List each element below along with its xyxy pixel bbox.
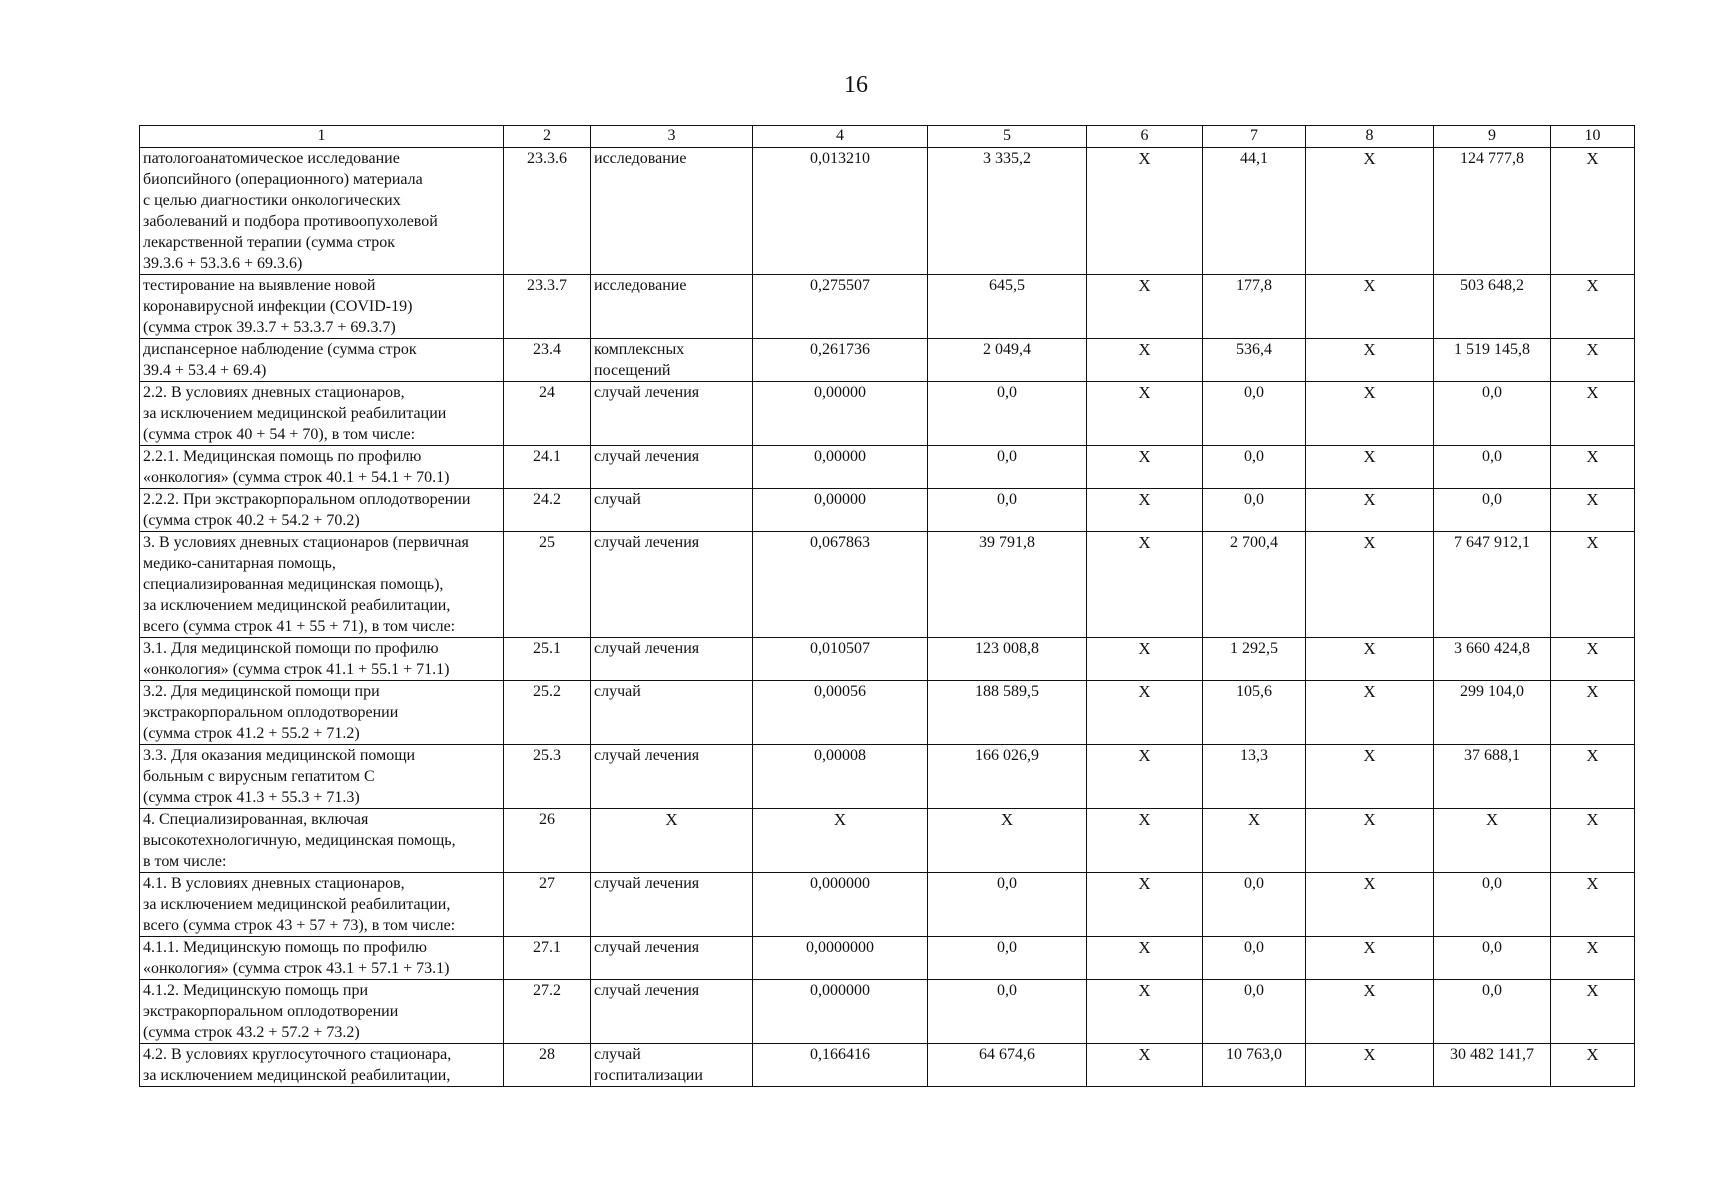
- cell-name: патологоанатомическое исследование биопсийного (операционного) материала с целью диагностики онкологических заболеваний и подбора противоопухолевой лекарственной терапии (сумма строк 39.3.6 + 53.3.6 + 69.3.6): [140, 148, 504, 275]
- table-row: [140, 1044, 1635, 1087]
- cell-cost: 3 335,2: [928, 148, 1087, 275]
- table-row: [140, 681, 1635, 745]
- cell-norm: 0,00000: [753, 489, 928, 532]
- cell-x10: Х: [1551, 638, 1635, 681]
- cell-norm: 0,000000: [753, 873, 928, 937]
- cell-unit: случай лечения: [591, 532, 753, 638]
- table-row: [140, 980, 1635, 1044]
- cell-total: Х: [1434, 809, 1551, 873]
- table-row: [140, 339, 1635, 382]
- cell-x8: Х: [1306, 638, 1434, 681]
- cell-cost: 0,0: [928, 382, 1087, 446]
- cell-x6: Х: [1087, 382, 1203, 446]
- cell-cost: Х: [928, 809, 1087, 873]
- cell-code: 25.2: [504, 681, 591, 745]
- cell-code: 24: [504, 382, 591, 446]
- cell-norm: Х: [753, 809, 928, 873]
- cell-x10: Х: [1551, 382, 1635, 446]
- page-number: 16: [844, 72, 868, 98]
- cell-norm: 0,275507: [753, 275, 928, 339]
- cell-unit: Х: [591, 809, 753, 873]
- cell-x8: Х: [1306, 681, 1434, 745]
- column-header-1: 1: [140, 126, 504, 148]
- cell-unit: комплексных посещений: [591, 339, 753, 382]
- cell-code: 25.3: [504, 745, 591, 809]
- table-body: [140, 148, 1635, 1087]
- cell-x10: Х: [1551, 745, 1635, 809]
- column-header-10: 10: [1551, 126, 1635, 148]
- cell-x10: Х: [1551, 980, 1635, 1044]
- cell-unit: случай: [591, 489, 753, 532]
- cell-per-capita: 105,6: [1203, 681, 1306, 745]
- cell-x6: Х: [1087, 937, 1203, 980]
- cell-unit: случай лечения: [591, 980, 753, 1044]
- cell-x6: Х: [1087, 681, 1203, 745]
- cell-x10: Х: [1551, 446, 1635, 489]
- cell-code: 28: [504, 1044, 591, 1087]
- cell-per-capita: Х: [1203, 809, 1306, 873]
- cell-x10: Х: [1551, 809, 1635, 873]
- data-table: [139, 125, 1635, 1087]
- cell-unit: случай лечения: [591, 873, 753, 937]
- cell-code: 26: [504, 809, 591, 873]
- cell-name: 3.1. Для медицинской помощи по профилю «онкология» (сумма строк 41.1 + 55.1 + 71.1): [140, 638, 504, 681]
- cell-total: 3 660 424,8: [1434, 638, 1551, 681]
- cell-x8: Х: [1306, 873, 1434, 937]
- cell-x8: Х: [1306, 446, 1434, 489]
- cell-total: 0,0: [1434, 489, 1551, 532]
- cell-code: 27.2: [504, 980, 591, 1044]
- cell-unit: случай лечения: [591, 446, 753, 489]
- cell-x10: Х: [1551, 339, 1635, 382]
- column-header-5: 5: [928, 126, 1087, 148]
- column-header-3: 3: [591, 126, 753, 148]
- cell-unit: случай лечения: [591, 937, 753, 980]
- cell-x10: Х: [1551, 532, 1635, 638]
- table-row: [140, 489, 1635, 532]
- table-row: [140, 638, 1635, 681]
- table-row: [140, 937, 1635, 980]
- cell-per-capita: 0,0: [1203, 980, 1306, 1044]
- cell-x10: Х: [1551, 681, 1635, 745]
- cell-name: 4.1.2. Медицинскую помощь при экстракорпоральном оплодотворении (сумма строк 43.2 + 57.2 + 73.2): [140, 980, 504, 1044]
- cell-cost: 0,0: [928, 980, 1087, 1044]
- cell-total: 299 104,0: [1434, 681, 1551, 745]
- cell-x6: Х: [1087, 148, 1203, 275]
- cell-x10: Х: [1551, 1044, 1635, 1087]
- cell-norm: 0,261736: [753, 339, 928, 382]
- cell-cost: 645,5: [928, 275, 1087, 339]
- cell-x6: Х: [1087, 1044, 1203, 1087]
- cell-x10: Х: [1551, 873, 1635, 937]
- cell-code: 23.3.7: [504, 275, 591, 339]
- cell-per-capita: 0,0: [1203, 937, 1306, 980]
- cell-x6: Х: [1087, 873, 1203, 937]
- table-row: [140, 382, 1635, 446]
- column-header-2: 2: [504, 126, 591, 148]
- cell-x8: Х: [1306, 532, 1434, 638]
- cell-cost: 0,0: [928, 446, 1087, 489]
- cell-total: 1 519 145,8: [1434, 339, 1551, 382]
- cell-code: 23.3.6: [504, 148, 591, 275]
- cell-x8: Х: [1306, 745, 1434, 809]
- cell-total: 0,0: [1434, 937, 1551, 980]
- table-row: [140, 275, 1635, 339]
- cell-norm: 0,00056: [753, 681, 928, 745]
- cell-per-capita: 0,0: [1203, 489, 1306, 532]
- cell-name: 4.2. В условиях круглосуточного стационара, за исключением медицинской реабилитации,: [140, 1044, 504, 1087]
- cell-norm: 0,000000: [753, 980, 928, 1044]
- cell-per-capita: 2 700,4: [1203, 532, 1306, 638]
- table-row: [140, 873, 1635, 937]
- cell-total: 0,0: [1434, 446, 1551, 489]
- cell-norm: 0,00000: [753, 382, 928, 446]
- cell-name: 3. В условиях дневных стационаров (первичная медико-санитарная помощь, специализированная медицинская помощь), за исключением медицинской реабилитации, всего (сумма строк 41 + 55 + 71), в том числе:: [140, 532, 504, 638]
- cell-name: 4.1.1. Медицинскую помощь по профилю «онкология» (сумма строк 43.1 + 57.1 + 73.1): [140, 937, 504, 980]
- cell-x8: Х: [1306, 937, 1434, 980]
- cell-name: диспансерное наблюдение (сумма строк 39.4 + 53.4 + 69.4): [140, 339, 504, 382]
- cell-name: 3.3. Для оказания медицинской помощи больным с вирусным гепатитом С (сумма строк 41.3 + 55.3 + 71.3): [140, 745, 504, 809]
- column-header-4: 4: [753, 126, 928, 148]
- cell-x8: Х: [1306, 489, 1434, 532]
- cell-x8: Х: [1306, 275, 1434, 339]
- cell-code: 24.1: [504, 446, 591, 489]
- cell-x8: Х: [1306, 339, 1434, 382]
- cell-unit: случай лечения: [591, 382, 753, 446]
- table-row: [140, 809, 1635, 873]
- cell-code: 25: [504, 532, 591, 638]
- cell-per-capita: 0,0: [1203, 873, 1306, 937]
- cell-per-capita: 177,8: [1203, 275, 1306, 339]
- cell-x6: Х: [1087, 980, 1203, 1044]
- cell-cost: 123 008,8: [928, 638, 1087, 681]
- cell-x8: Х: [1306, 148, 1434, 275]
- cell-code: 25.1: [504, 638, 591, 681]
- cell-cost: 0,0: [928, 873, 1087, 937]
- cell-name: 2.2.2. При экстракорпоральном оплодотворении (сумма строк 40.2 + 54.2 + 70.2): [140, 489, 504, 532]
- cell-total: 7 647 912,1: [1434, 532, 1551, 638]
- column-header-8: 8: [1306, 126, 1434, 148]
- cell-cost: 64 674,6: [928, 1044, 1087, 1087]
- cell-cost: 0,0: [928, 489, 1087, 532]
- table-row: [140, 148, 1635, 275]
- cell-norm: 0,0000000: [753, 937, 928, 980]
- cell-total: 124 777,8: [1434, 148, 1551, 275]
- table-row: [140, 446, 1635, 489]
- cell-total: 0,0: [1434, 980, 1551, 1044]
- cell-x6: Х: [1087, 532, 1203, 638]
- cell-name: 3.2. Для медицинской помощи при экстракорпоральном оплодотворении (сумма строк 41.2 + 55.2 + 71.2): [140, 681, 504, 745]
- cell-norm: 0,067863: [753, 532, 928, 638]
- cell-per-capita: 0,0: [1203, 382, 1306, 446]
- cell-x8: Х: [1306, 1044, 1434, 1087]
- cell-x8: Х: [1306, 809, 1434, 873]
- cell-norm: 0,010507: [753, 638, 928, 681]
- cell-total: 503 648,2: [1434, 275, 1551, 339]
- cell-total: 30 482 141,7: [1434, 1044, 1551, 1087]
- cell-per-capita: 44,1: [1203, 148, 1306, 275]
- cell-name: тестирование на выявление новой коронавирусной инфекции (COVID-19) (сумма строк 39.3.7 + 53.3.7 + 69.3.7): [140, 275, 504, 339]
- cell-x6: Х: [1087, 339, 1203, 382]
- cell-cost: 39 791,8: [928, 532, 1087, 638]
- cell-x6: Х: [1087, 489, 1203, 532]
- cell-cost: 0,0: [928, 937, 1087, 980]
- cell-name: 4. Специализированная, включая высокотехнологичную, медицинская помощь, в том числе:: [140, 809, 504, 873]
- cell-unit: исследование: [591, 275, 753, 339]
- cell-unit: случай: [591, 681, 753, 745]
- cell-total: 0,0: [1434, 873, 1551, 937]
- table-row: [140, 532, 1635, 638]
- cell-name: 2.2. В условиях дневных стационаров, за исключением медицинской реабилитации (сумма строк 40 + 54 + 70), в том числе:: [140, 382, 504, 446]
- cell-x10: Х: [1551, 148, 1635, 275]
- column-header-6: 6: [1087, 126, 1203, 148]
- cell-per-capita: 10 763,0: [1203, 1044, 1306, 1087]
- cell-total: 0,0: [1434, 382, 1551, 446]
- cell-norm: 0,00000: [753, 446, 928, 489]
- cell-x8: Х: [1306, 382, 1434, 446]
- cell-unit: исследование: [591, 148, 753, 275]
- cell-x6: Х: [1087, 745, 1203, 809]
- cell-name: 4.1. В условиях дневных стационаров, за исключением медицинской реабилитации, всего (сумма строк 43 + 57 + 73), в том числе:: [140, 873, 504, 937]
- cell-unit: случай лечения: [591, 745, 753, 809]
- cell-norm: 0,166416: [753, 1044, 928, 1087]
- cell-code: 24.2: [504, 489, 591, 532]
- table-header-row: [140, 126, 1635, 148]
- cell-norm: 0,013210: [753, 148, 928, 275]
- cell-x6: Х: [1087, 809, 1203, 873]
- column-header-9: 9: [1434, 126, 1551, 148]
- cell-total: 37 688,1: [1434, 745, 1551, 809]
- cell-unit: случай лечения: [591, 638, 753, 681]
- cell-x6: Х: [1087, 275, 1203, 339]
- cell-unit: случай госпитализации: [591, 1044, 753, 1087]
- cell-per-capita: 0,0: [1203, 446, 1306, 489]
- cell-cost: 188 589,5: [928, 681, 1087, 745]
- column-header-7: 7: [1203, 126, 1306, 148]
- cell-per-capita: 536,4: [1203, 339, 1306, 382]
- cell-x6: Х: [1087, 446, 1203, 489]
- cell-x6: Х: [1087, 638, 1203, 681]
- cell-code: 27.1: [504, 937, 591, 980]
- table-row: [140, 745, 1635, 809]
- cell-per-capita: 1 292,5: [1203, 638, 1306, 681]
- cell-norm: 0,00008: [753, 745, 928, 809]
- cell-x8: Х: [1306, 980, 1434, 1044]
- cell-code: 27: [504, 873, 591, 937]
- cell-cost: 166 026,9: [928, 745, 1087, 809]
- cell-x10: Х: [1551, 275, 1635, 339]
- cell-code: 23.4: [504, 339, 591, 382]
- cell-cost: 2 049,4: [928, 339, 1087, 382]
- cell-name: 2.2.1. Медицинская помощь по профилю «онкология» (сумма строк 40.1 + 54.1 + 70.1): [140, 446, 504, 489]
- cell-x10: Х: [1551, 937, 1635, 980]
- cell-x10: Х: [1551, 489, 1635, 532]
- cell-per-capita: 13,3: [1203, 745, 1306, 809]
